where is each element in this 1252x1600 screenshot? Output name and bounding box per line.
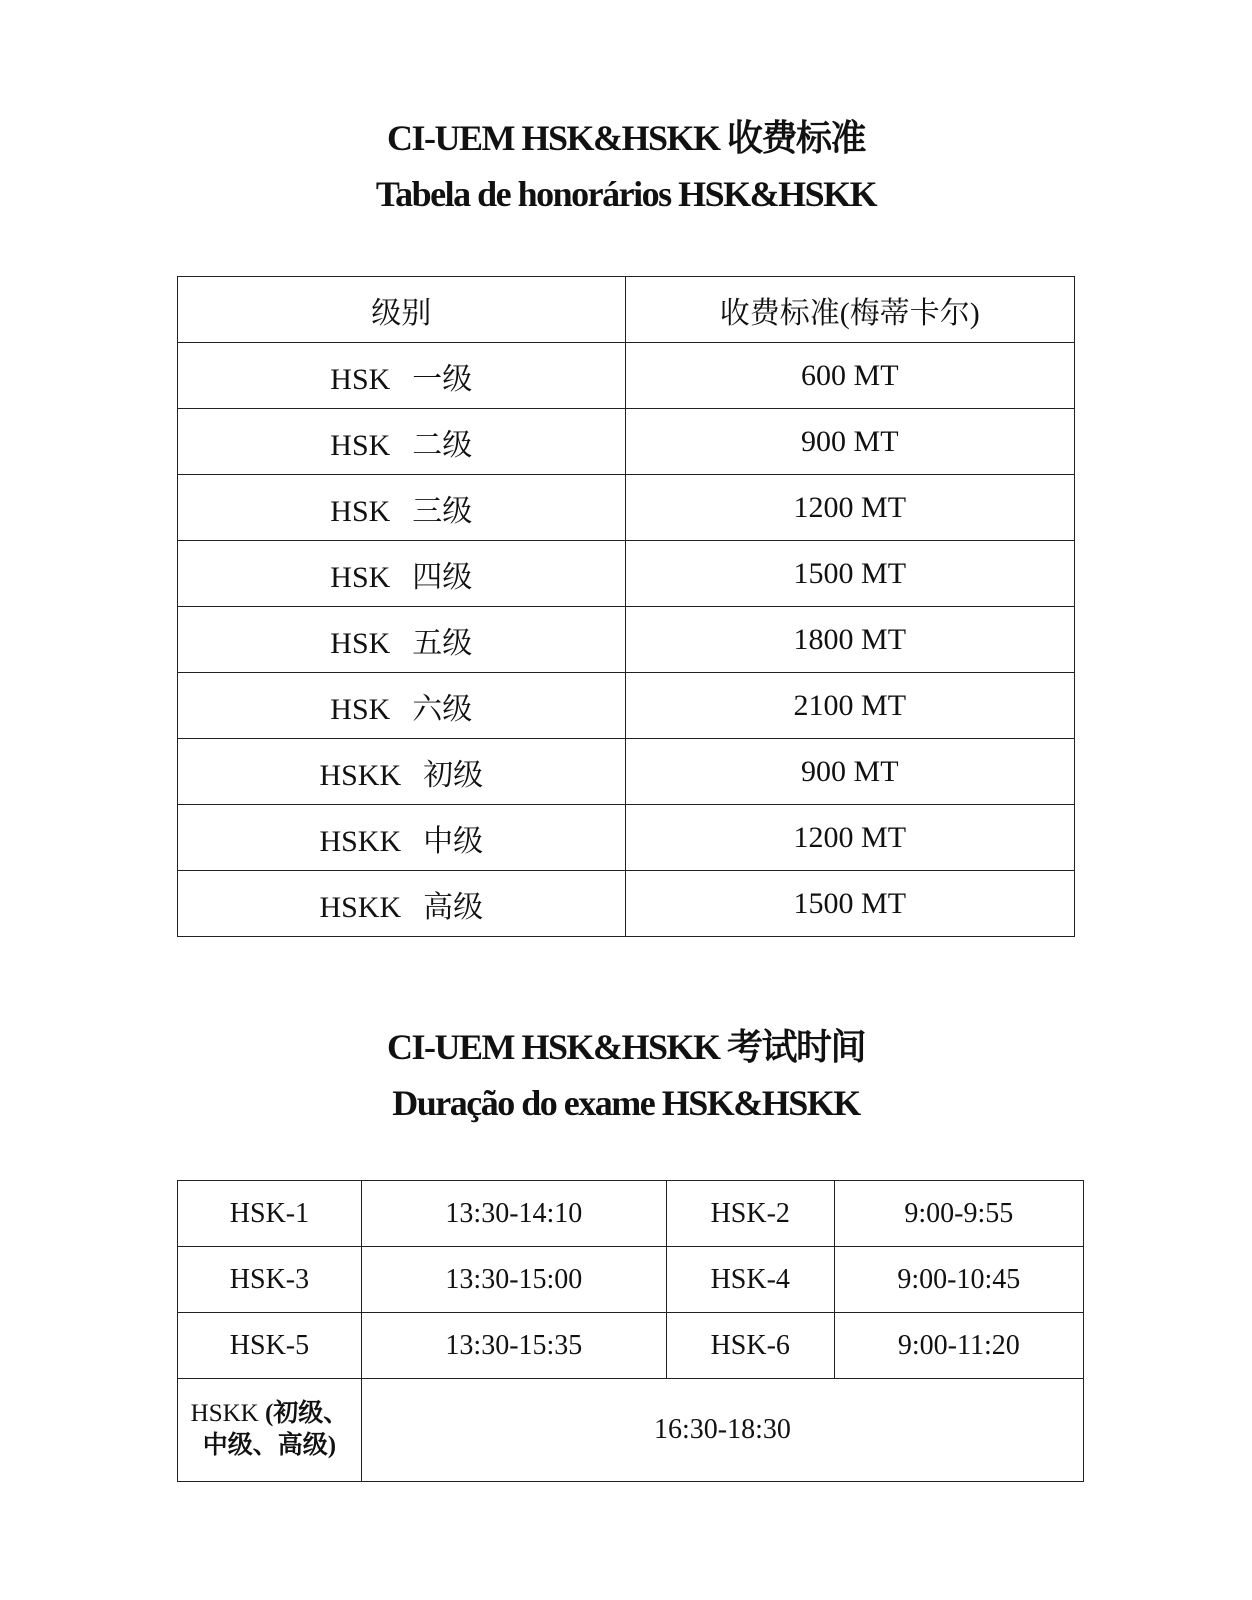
- hskk-exam-cell: [178, 1379, 362, 1482]
- table-row: [178, 673, 1075, 739]
- table-row: [178, 475, 1075, 541]
- level-cell: [178, 805, 626, 871]
- exam-name-cell: HSK-5: [178, 1313, 362, 1379]
- exam-name-cell: HSK-4: [666, 1247, 834, 1313]
- exam-name-cell: HSK-2: [666, 1181, 834, 1247]
- table-row: [178, 409, 1075, 475]
- exam-code: HSK: [330, 692, 391, 726]
- fee-cell: 1200 MT: [625, 475, 1074, 541]
- exam-time-cell: 9:00-11:20: [834, 1313, 1083, 1379]
- level-column-header: 级别: [178, 277, 626, 343]
- exam-level: 六级: [412, 692, 473, 726]
- fee-cell: 2100 MT: [625, 673, 1074, 739]
- exam-level: 五级: [412, 626, 473, 660]
- fee-cell: 900 MT: [625, 739, 1074, 805]
- exam-name-cell: HSK-6: [666, 1313, 834, 1379]
- fee-cell: 1500 MT: [625, 871, 1074, 937]
- fees-table: [177, 276, 1075, 937]
- fees-header-row: [178, 277, 1075, 343]
- table-row: [178, 871, 1075, 937]
- level-cell: [178, 475, 626, 541]
- table-row: [178, 1247, 1084, 1313]
- fees-title-pt: Tabela de honorários HSK&HSKK: [375, 174, 877, 214]
- exam-level: 二级: [412, 428, 473, 462]
- level-cell: [178, 607, 626, 673]
- exam-time-cell: 9:00-10:45: [834, 1247, 1083, 1313]
- hskk-time-cell: 16:30-18:30: [361, 1379, 1083, 1482]
- fee-cell: 900 MT: [625, 409, 1074, 475]
- table-row: [178, 343, 1075, 409]
- times-title-cn: CI-UEM HSK&HSKK 考试时间: [386, 1027, 866, 1067]
- fee-cell: 1200 MT: [625, 805, 1074, 871]
- fee-cell: 1800 MT: [625, 607, 1074, 673]
- level-cell: [178, 541, 626, 607]
- level-cell: [178, 739, 626, 805]
- hskk-code: HSKK: [190, 1400, 259, 1427]
- exam-code: HSKK: [319, 758, 402, 792]
- exam-level: 高级: [423, 890, 484, 924]
- level-cell: [178, 409, 626, 475]
- table-row: [178, 739, 1075, 805]
- table-row: [178, 805, 1075, 871]
- times-title-pt: Duração do exame HSK&HSKK: [392, 1083, 860, 1123]
- exam-time-cell: 13:30-15:35: [361, 1313, 666, 1379]
- level-cell: [178, 871, 626, 937]
- table-row: [178, 1313, 1084, 1379]
- level-cell: [178, 343, 626, 409]
- exam-level: 四级: [412, 560, 473, 594]
- exam-code: HSKK: [319, 824, 402, 858]
- exam-code: HSK: [330, 626, 391, 660]
- fee-column-header: 收费标准(梅蒂卡尔): [625, 277, 1074, 343]
- fees-title-cn: CI-UEM HSK&HSKK 收费标准: [386, 118, 866, 158]
- table-row: [178, 541, 1075, 607]
- fee-cell: 1500 MT: [625, 541, 1074, 607]
- exam-name-cell: HSK-3: [178, 1247, 362, 1313]
- exam-code: HSK: [330, 494, 391, 528]
- exam-level: 一级: [412, 362, 473, 396]
- fee-cell: 600 MT: [625, 343, 1074, 409]
- exam-code: HSKK: [319, 890, 402, 924]
- exam-level: 三级: [412, 494, 473, 528]
- exam-code: HSK: [330, 560, 391, 594]
- exam-times-table: [177, 1180, 1084, 1482]
- table-row: [178, 1181, 1084, 1247]
- table-row: [178, 1379, 1084, 1482]
- exam-time-cell: 13:30-15:00: [361, 1247, 666, 1313]
- exam-level: 中级: [423, 824, 484, 858]
- table-row: [178, 607, 1075, 673]
- exam-code: HSK: [330, 362, 391, 396]
- exam-time-cell: 13:30-14:10: [361, 1181, 666, 1247]
- level-cell: [178, 673, 626, 739]
- exam-time-cell: 9:00-9:55: [834, 1181, 1083, 1247]
- exam-code: HSK: [330, 428, 391, 462]
- exam-name-cell: HSK-1: [178, 1181, 362, 1247]
- exam-level: 初级: [423, 758, 484, 792]
- hskk-levels: (初级、中级、高级): [202, 1400, 349, 1459]
